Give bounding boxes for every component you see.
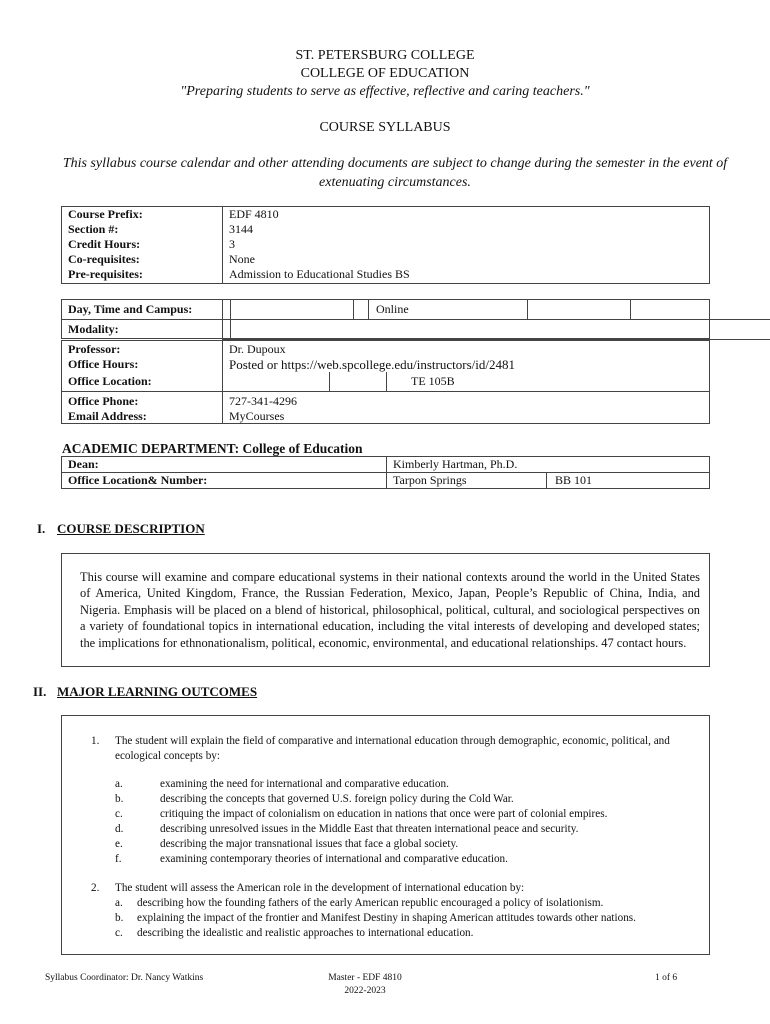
credit-hours-label: Credit Hours: (68, 237, 141, 251)
office-phone-label: Office Phone: (68, 394, 139, 408)
day-time-campus-label: Day, Time and Campus: (68, 302, 193, 316)
professor-label: Professor: (68, 342, 121, 356)
motto: "Preparing students to serve as effective, reflective and caring teachers." (180, 84, 590, 99)
office-phone-value: 727-341-4296 (229, 394, 297, 408)
outcome-item: describing unresolved issues in the Middle East that threaten international peace and security. (160, 823, 579, 835)
academic-year: 2022-2023 (344, 986, 386, 996)
prerequisites-label: Pre-requisites: (68, 267, 143, 281)
corequisites-value: None (229, 252, 255, 266)
section-title: MAJOR LEARNING OUTCOMES (57, 684, 258, 699)
office-location-label: Office Location: (68, 374, 152, 388)
department-location-value: Tarpon Springs (393, 473, 467, 487)
dean-label: Dean: (68, 457, 99, 471)
department-location-label: Office Location& Number: (68, 473, 208, 487)
outcome-item-letter: a. (115, 897, 123, 909)
outcome-item: examining the need for international and comparative education. (160, 778, 449, 790)
page-title: COURSE SYLLABUS (319, 120, 451, 135)
course-prefix-label: Course Prefix: (68, 207, 143, 221)
professor-value: Dr. Dupoux (229, 342, 286, 356)
email-value: MyCourses (229, 409, 285, 423)
outcome-item-letter: d. (115, 823, 124, 835)
outcome-item: examining contemporary theories of international and comparative education. (160, 853, 508, 865)
outcome-item: describing the idealistic and realistic approaches to international education. (137, 927, 474, 939)
prerequisites-value: Admission to Educational Studies BS (229, 267, 410, 281)
master-course: Master - EDF 4810 (328, 973, 402, 983)
outcome-item: explaining the impact of the frontier and Manifest Destiny in shaping American attitudes towards other nations. (137, 912, 636, 924)
section-title: COURSE DESCRIPTION (57, 521, 205, 536)
outcome-item: describing the concepts that governed U.S. foreign policy during the Cold War. (160, 793, 514, 805)
section-number: II. (33, 684, 47, 699)
outcome-item-letter: f. (115, 853, 122, 865)
outcome-item-letter: b. (115, 912, 124, 924)
outcome-item-letter: c. (115, 927, 123, 939)
academic-department-heading: ACADEMIC DEPARTMENT: College of Education (62, 441, 363, 456)
outcome-item: critiquing the impact of colonialism on education in nations that once were part of colonial empires. (160, 808, 608, 820)
course-prefix-value: EDF 4810 (229, 207, 279, 221)
college-name: ST. PETERSBURG COLLEGE (295, 48, 475, 63)
section-label: Section #: (68, 222, 119, 236)
department-room-value: BB 101 (555, 473, 593, 487)
course-description-text: This course will examine and compare educational systems in their national contexts around the world in the United States of America, United Kingdom, France, the Russian Federation, Mexico, Japan, People’s Republic of China, India, and Nigeria. Emphasis will be placed on a blend of historical, philosophical, political, cultural, and sociological perspectives on a variety of foundational topics in international education, including the vital interests of developing and developed states; the implications for ethnonationalism, political, economic, environmental, and educational relationships. 47 contact hours. (80, 570, 700, 650)
section-number: I. (37, 521, 46, 536)
dean-value: Kimberly Hartman, Ph.D. (393, 457, 518, 471)
corequisites-label: Co-requisites: (68, 252, 140, 266)
outcome-item: describing the major transnational issues that face a global society. (160, 838, 459, 850)
outcome-item-letter: e. (115, 838, 123, 850)
outcome-item-letter: a. (115, 778, 123, 790)
campus-value: Online (376, 302, 409, 316)
syllabus-coordinator: Syllabus Coordinator: Dr. Nancy Watkins (45, 973, 204, 983)
modality-label: Modality: (68, 322, 119, 336)
outcome-number: 2. (91, 882, 100, 894)
outcome-text: The student will assess the American role in the development of international education by: (115, 882, 525, 894)
outcome-text: The student will explain the field of comparative and international education through demographic, economic, political, and ecological concepts by: (115, 735, 670, 762)
section-course-description-heading (37, 521, 205, 537)
outcome-number: 1. (91, 735, 100, 747)
email-label: Email Address: (68, 409, 147, 423)
office-hours-link[interactable]: Posted or https://web.spcollege.edu/instructors/id/2481 (229, 357, 515, 372)
change-notice: This syllabus course calendar and other attending documents are subject to change during the semester in the event of extenuating circumstances. (62, 156, 728, 190)
department-name: COLLEGE OF EDUCATION (300, 66, 470, 81)
section-learning-outcomes-heading (33, 684, 257, 700)
office-location-value: TE 105B (411, 374, 455, 388)
credit-hours-value: 3 (229, 237, 235, 251)
page-number: 1 of 6 (655, 973, 678, 983)
outcome-item-letter: c. (115, 808, 123, 820)
document-header (0, 47, 770, 101)
outcome-item: describing how the founding fathers of the early American republic encouraged a policy of isolationism. (137, 897, 604, 909)
section-value: 3144 (229, 222, 253, 236)
office-hours-label: Office Hours: (68, 357, 139, 371)
outcome-item-letter: b. (115, 793, 124, 805)
